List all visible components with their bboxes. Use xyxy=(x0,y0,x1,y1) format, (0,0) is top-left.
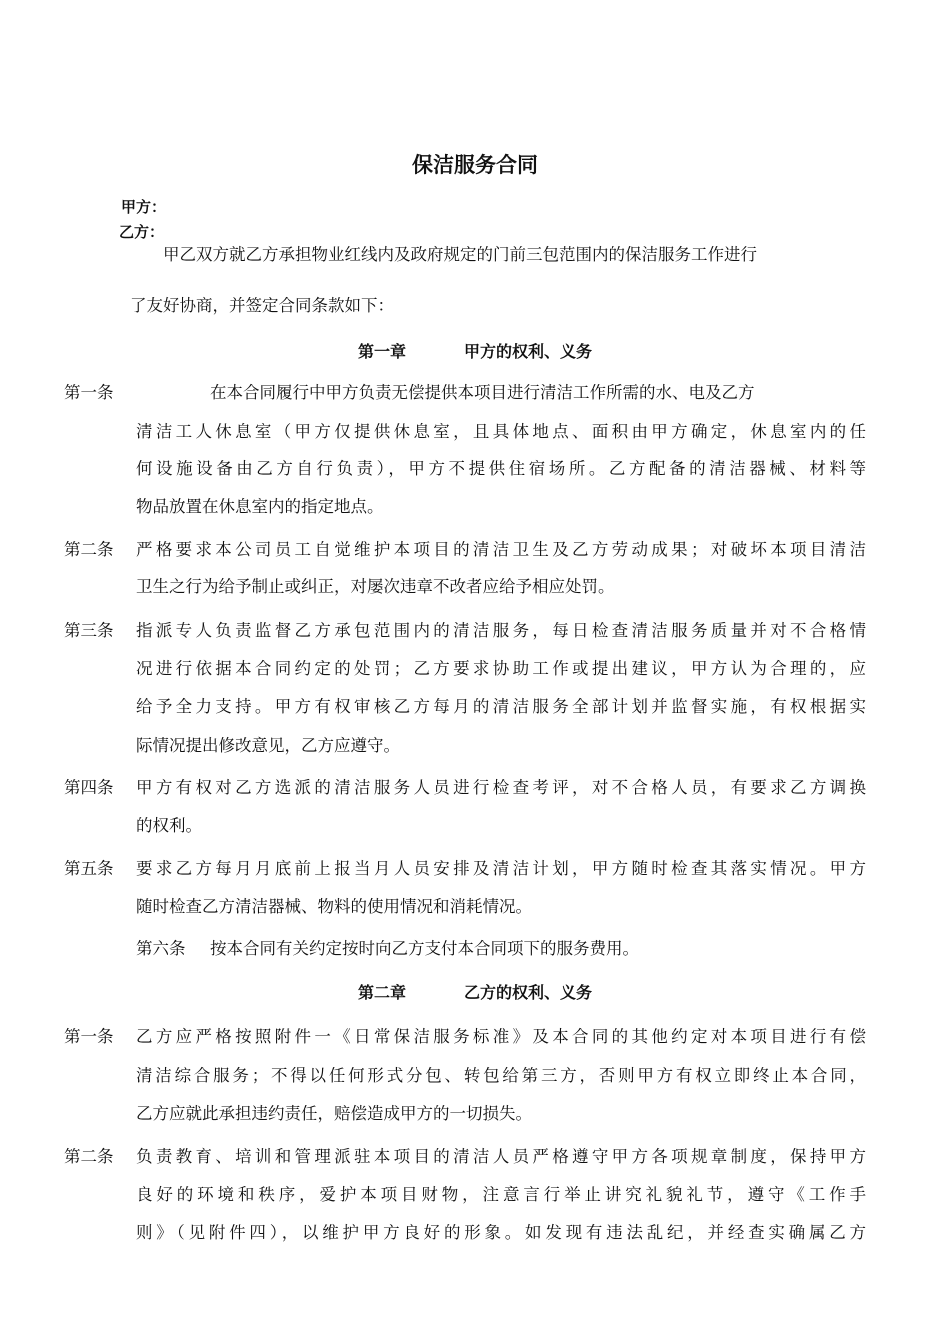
c1-article-5-line: 随时检查乙方清洁器械、物料的使用情况和消耗情况。 xyxy=(136,897,532,916)
c1-article-2-label: 第二条 xyxy=(64,540,114,559)
c1-article-4-line: 的权利。 xyxy=(136,816,202,835)
c1-article-3-label: 第三条 xyxy=(64,621,114,640)
c1-article-4-line: 甲方有权对乙方选派的清洁服务人员进行检查考评，对不合格人员，有要求乙方调换 xyxy=(136,778,866,797)
chapter-2-heading xyxy=(0,981,950,1005)
document-title: 保洁服务合同 xyxy=(412,153,538,177)
c1-article-5-line: 要求乙方每月月底前上报当月人员安排及清洁计划，甲方随时检查其落实情况。甲方 xyxy=(136,859,866,878)
party-a-label: 甲方： xyxy=(121,198,167,216)
c2-article-1-line: 乙方应严格按照附件一《日常保洁服务标准》及本合同的其他约定对本项目进行有偿 xyxy=(136,1027,866,1046)
c2-article-2-line: 良好的环境和秩序，爱护本项目财物，注意言行举止讲究礼貌礼节，遵守《工作手 xyxy=(136,1185,866,1204)
chapter-1-heading xyxy=(0,340,950,364)
c1-article-1-label: 第一条 xyxy=(64,383,114,402)
c2-article-1-line: 清洁综合服务；不得以任何形式分包、转包给第三方，否则甲方有权立即终止本合同， xyxy=(136,1066,866,1085)
chapter-2-name: 乙方的权利、义务 xyxy=(464,983,593,1002)
c1-article-1-line: 在本合同履行中甲方负责无偿提供本项目进行清洁工作所需的水、电及乙方 xyxy=(210,383,755,402)
c2-article-2-line: 则》（见附件四），以维护甲方良好的形象。如发现有违法乱纪，并经查实确属乙方 xyxy=(136,1223,866,1242)
c1-article-3-line: 给予全力支持。甲方有权审核乙方每月的清洁服务全部计划并监督实施，有权根据实 xyxy=(136,697,866,716)
chapter-1-name: 甲方的权利、义务 xyxy=(464,342,593,361)
c2-article-1-line: 乙方应就此承担违约责任，赔偿造成甲方的一切损失。 xyxy=(136,1104,532,1123)
c1-article-6-label: 第六条 xyxy=(136,939,186,958)
intro-line-1: 甲乙双方就乙方承担物业红线内及政府规定的门前三包范围内的保洁服务工作进行 xyxy=(163,245,757,264)
c2-article-2-label: 第二条 xyxy=(64,1147,114,1166)
c1-article-3-line: 际情况提出修改意见，乙方应遵守。 xyxy=(136,736,400,755)
c1-article-6-text: 按本合同有关约定按时向乙方支付本合同项下的服务费用。 xyxy=(210,939,639,958)
c2-article-2-line: 负责教育、培训和管理派驻本项目的清洁人员严格遵守甲方各项规章制度，保持甲方 xyxy=(136,1147,866,1166)
c2-article-1-label: 第一条 xyxy=(64,1027,114,1046)
c1-article-1-line: 物品放置在休息室内的指定地点。 xyxy=(136,497,384,516)
c1-article-3-line: 况进行依据本合同约定的处罚；乙方要求协助工作或提出建议，甲方认为合理的，应 xyxy=(136,659,866,678)
c1-article-2-line: 卫生之行为给予制止或纠正，对屡次违章不改者应给予相应处罚。 xyxy=(136,577,615,596)
c1-article-3-line: 指派专人负责监督乙方承包范围内的清洁服务，每日检查清洁服务质量并对不合格情 xyxy=(136,621,866,640)
party-b-label: 乙方： xyxy=(119,223,165,241)
c1-article-1-line: 何设施设备由乙方自行负责），甲方不提供住宿场所。乙方配备的清洁器械、材料等 xyxy=(136,459,866,478)
intro-line-2: 了友好协商，并签定合同条款如下： xyxy=(130,296,394,315)
chapter-2-number: 第二章 xyxy=(357,983,406,1002)
chapter-1-number: 第一章 xyxy=(357,342,406,361)
c1-article-4-label: 第四条 xyxy=(64,778,114,797)
c1-article-5-label: 第五条 xyxy=(64,859,114,878)
c1-article-2-line: 严格要求本公司员工自觉维护本项目的清洁卫生及乙方劳动成果；对破坏本项目清洁 xyxy=(136,540,866,559)
c1-article-1-line: 清洁工人休息室（甲方仅提供休息室，且具体地点、面积由甲方确定，休息室内的任 xyxy=(136,422,866,441)
